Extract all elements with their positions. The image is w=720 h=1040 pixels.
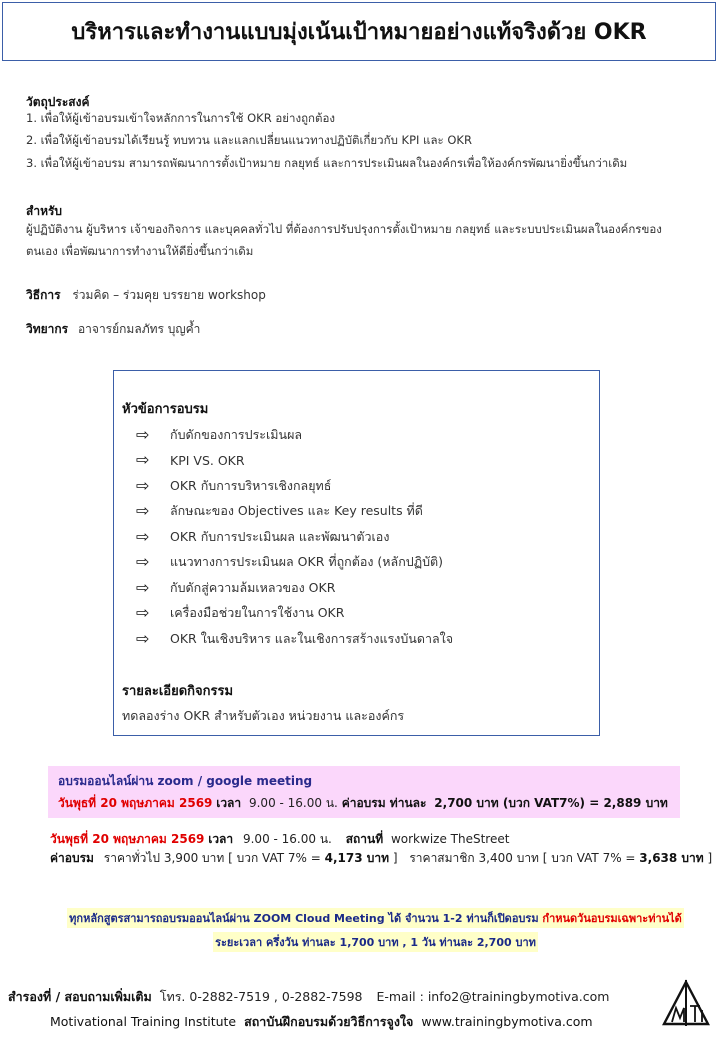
onsite-row-2: ค่าอบรม ราคาทั่วไป 3,900 บาท [ บวก VAT 7% = 4,173 บาท ] ราคาสมาชิก 3,400 บาท [ บวก VAT 7% = 3,638 บาท ]: [50, 851, 713, 865]
arrow-right-icon: ⇨: [136, 577, 150, 597]
list-item: ⇨ OKR กับการบริหารเชิงกลยุทธ์: [136, 475, 332, 495]
activity-text: ทดลองร่าง OKR สำหรับตัวเอง หน่วยงาน และองค์กร: [122, 708, 405, 723]
onsite-venue-label: สถานที่: [345, 832, 384, 846]
method-value: ร่วมคิด – ร่วมคุย บรรยาย workshop: [72, 288, 266, 302]
note-line-2: ระยะเวลา ครึ่งวัน ท่านละ 1,700 บาท , 1 วัน ท่านละ 2,700 บาท: [213, 932, 538, 952]
general-price: 3,900 บาท [ บวก VAT 7% =: [163, 851, 325, 865]
member-total: 3,638 บาท: [639, 851, 704, 865]
arrow-right-icon: ⇨: [136, 526, 150, 546]
org-name-th: สถาบันฝึกอบรมด้วยวิธีการจูงใจ: [244, 1014, 414, 1029]
online-time: 9.00 - 16.00 น.: [248, 796, 338, 810]
website-link[interactable]: www.trainingbymotiva.com: [421, 1014, 593, 1029]
list-item: ⇨ OKR ในเชิงบริหาร และในเชิงการสร้างแรงบันดาลใจ: [136, 628, 454, 648]
member-price: 3,400 บาท [ บวก VAT 7% =: [478, 851, 640, 865]
activity-heading: รายละเอียดกิจกรรม: [122, 684, 234, 699]
audience-line-2: ตนเอง เพื่อพัฒนาการทำงานให้ดียิ่งขึ้นกว่าเดิม: [26, 244, 254, 258]
contact-email[interactable]: E-mail : info2@trainingbymotiva.com: [376, 989, 610, 1004]
online-note: [64, 907, 687, 947]
list-item: ⇨ กับดักของการประเมินผล: [136, 424, 303, 444]
objective-item-1: 1. เพื่อให้ผู้เข้าอบรมเข้าใจหลักการในการใช้ OKR อย่างถูกต้อง: [26, 111, 336, 125]
general-total: 4,173 บาท: [324, 851, 390, 865]
arrow-right-icon: ⇨: [136, 552, 150, 572]
member-price-label: ราคาสมาชิก: [409, 851, 475, 865]
online-details: [58, 794, 668, 813]
list-item: ⇨ เครื่องมือช่วยในการใช้งาน OKR: [136, 603, 345, 623]
org-row: [50, 1012, 593, 1032]
list-item: ⇨ ลักษณะของ Objectives และ Key results ที่ดี: [136, 501, 423, 521]
topics-box: [113, 370, 600, 736]
objective-item-2: 2. เพื่อให้ผู้เข้าอบรมได้เรียนรู้ ทบทวน และแลกเปลี่ยนแนวทางปฏิบัติเกี่ยวกับ KPI และ OKR: [26, 133, 472, 147]
audience-line-1: ผู้ปฏิบัติงาน ผู้บริหาร เจ้าของกิจการ และบุคคลทั่วไป ที่ต้องการปรับปรุงการตั้งเป้าหมาย กลยุทธ์ และระบบประเมินผลในองค์กรของ: [26, 222, 662, 236]
objectives-heading: วัตถุประสงค์: [26, 95, 90, 109]
speaker-label: วิทยากร: [26, 322, 69, 336]
contact-phones: โทร. 0-2882-7519 , 0-2882-7598: [159, 989, 363, 1004]
speaker-value: อาจารย์กมลภัทร บุญค้ำ: [77, 322, 201, 336]
arrow-right-icon: ⇨: [136, 628, 150, 648]
onsite-time-label: เวลา: [208, 832, 234, 846]
contact-row: [8, 987, 609, 1007]
title-box: [2, 2, 716, 61]
onsite-row-1: [50, 830, 509, 849]
speaker-row: [26, 320, 200, 339]
method-row: [26, 286, 266, 305]
online-fee-label: ค่าอบรม ท่านละ: [341, 796, 427, 810]
online-training-box: [48, 766, 680, 818]
topics-heading: หัวข้อการอบรม: [122, 402, 209, 417]
arrow-right-icon: ⇨: [136, 501, 150, 521]
objective-item-3: 3. เพื่อให้ผู้เข้าอบรม สามารถพัฒนาการตั้งเป้าหมาย กลยุทธ์ และการประเมินผลในองค์กรเพื่อให้องค์กรพัฒนายิ่งขึ้นกว่าเดิม: [26, 156, 628, 170]
online-date: วันพุธที่ 20 พฤษภาคม 2569: [58, 796, 213, 810]
online-fee: 2,700 บาท (บวก VAT7%) = 2,889 บาท: [434, 796, 668, 810]
list-item: ⇨ KPI VS. OKR: [136, 450, 245, 470]
list-item: ⇨ แนวทางการประเมินผล OKR ที่ถูกต้อง (หลักปฏิบัติ): [136, 552, 444, 572]
org-name-en: Motivational Training Institute: [50, 1014, 237, 1029]
list-item: ⇨ OKR กับการประเมินผล และพัฒนาตัวเอง: [136, 526, 390, 546]
page-title: บริหารและทำงานแบบมุ่งเน้นเป้าหมายอย่างแท้จริงด้วย OKR: [71, 20, 647, 45]
online-title: อบรมออนไลน์ผ่าน zoom / google meeting: [58, 774, 313, 788]
topics-list: [136, 422, 453, 652]
onsite-time: 9.00 - 16.00 น.: [242, 832, 332, 846]
note-line-1: ทุกหลักสูตรสามารถอบรมออนไลน์ผ่าน ZOOM Cloud Meeting ได้ จำนวน 1-2 ท่านก็เปิดอบรม กำหนดวันอบรมเฉพาะท่านได้: [67, 908, 684, 928]
online-time-label: เวลา: [216, 796, 242, 810]
arrow-right-icon: ⇨: [136, 475, 150, 495]
arrow-right-icon: ⇨: [136, 424, 150, 444]
arrow-right-icon: ⇨: [136, 603, 150, 623]
audience-heading: สำหรับ: [26, 204, 63, 218]
onsite-date: วันพุธที่ 20 พฤษภาคม 2569: [50, 832, 205, 846]
arrow-right-icon: ⇨: [136, 450, 150, 470]
general-price-label: ราคาทั่วไป: [103, 851, 161, 865]
mti-logo-icon: [660, 978, 712, 1030]
list-item: ⇨ กับดักสู่ความล้มเหลวของ OKR: [136, 577, 336, 597]
contact-label: สำรองที่ / สอบถามเพิ่มเติม: [8, 989, 152, 1004]
onsite-venue: workwize TheStreet: [390, 832, 510, 846]
method-label: วิธีการ: [26, 288, 61, 302]
onsite-fee-label: ค่าอบรม: [50, 851, 94, 865]
